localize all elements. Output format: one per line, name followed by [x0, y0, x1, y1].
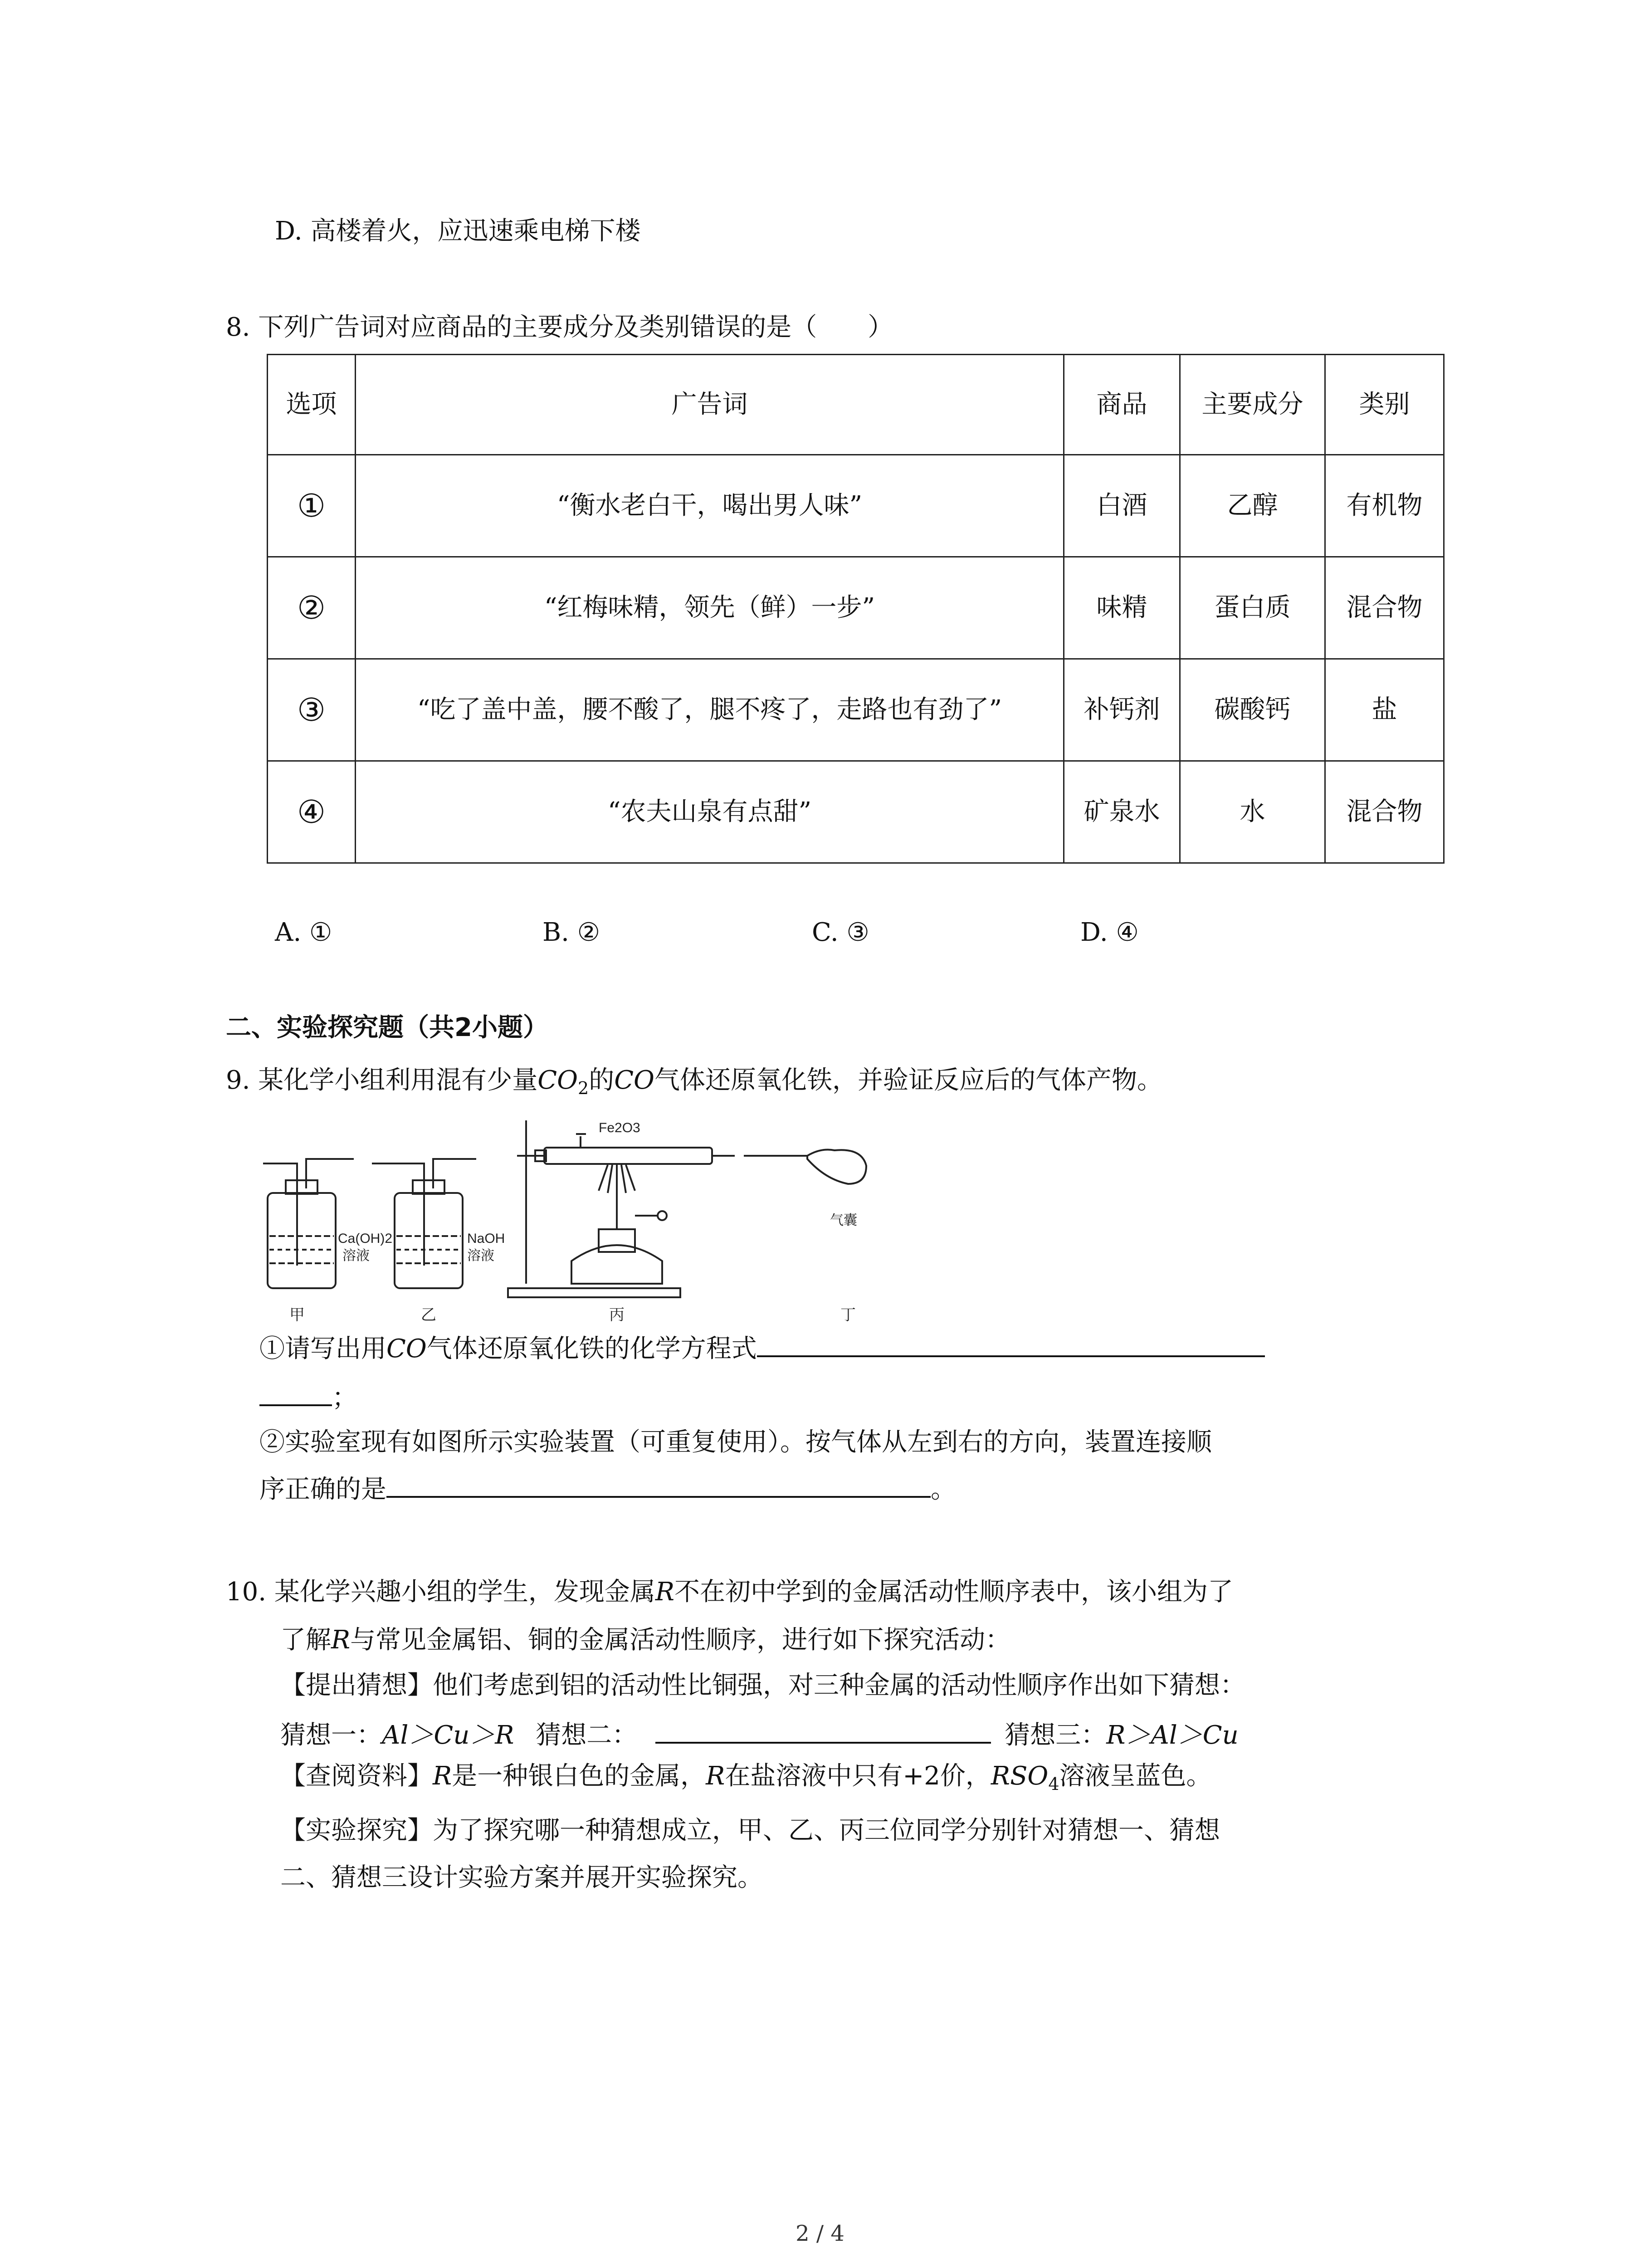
solution-label-jia: 溶液 [342, 1248, 370, 1263]
row-ad: “衡水老白干，喝出男人味” [356, 455, 1064, 557]
q10-line1 [226, 1574, 1233, 1610]
q8-option-a: A. ① [275, 918, 332, 947]
q9-stem-prefix: 9. 某化学小组利用混有少量 [226, 1066, 538, 1095]
q9-sub1-prefix: ①请写出用 [259, 1334, 386, 1364]
q10-r: R [655, 1577, 675, 1607]
row-category: 有机物 [1325, 455, 1444, 557]
q9-sub1 [259, 1329, 1265, 1367]
row-option: ② [268, 557, 356, 659]
table-row [268, 659, 1444, 761]
row-component: 蛋白质 [1180, 557, 1325, 659]
table-header-row [268, 355, 1444, 455]
q10-line7: 二、猜想三设计实验方案并展开实验探究。 [280, 1863, 763, 1892]
q10-line5-mid2: 在盐溶液中只有+2价， [725, 1761, 991, 1791]
q9-sub2-line1: ②实验室现有如图所示实验装置（可重复使用）。按气体从左到右的方向，装置连接顺 [259, 1427, 1212, 1457]
q9-stem-mid: 的 [589, 1066, 615, 1095]
row-category: 混合物 [1325, 557, 1444, 659]
advertisement-table [267, 354, 1445, 864]
rso4-sub: 4 [1048, 1774, 1059, 1794]
apparatus-bing [508, 1120, 735, 1297]
q9-sub2-end: 。 [931, 1475, 956, 1504]
header-option: 选项 [268, 355, 356, 455]
q9-sub1-end: ； [332, 1383, 357, 1413]
row-category: 盐 [1325, 659, 1444, 761]
q8-stem: 8. 下列广告词对应商品的主要成分及类别错误的是（ ） [226, 313, 893, 342]
label-bing: 丙 [609, 1306, 625, 1324]
q10-line1-prefix: 10. 某化学兴趣小组的学生，发现金属 [226, 1577, 655, 1607]
caoh2-label: Ca(OH)2 [338, 1231, 393, 1246]
guess3: R＞Al＞Cu [1106, 1721, 1239, 1750]
q8-option-b: B. ② [542, 918, 600, 947]
row-ad: “农夫山泉有点甜” [356, 761, 1064, 863]
q10-line3: 【提出猜想】他们考虑到铝的活动性比铜强，对三种金属的活动性顺序作出如下猜想： [280, 1671, 1245, 1700]
header-category: 类别 [1325, 355, 1444, 455]
section-title: 二、实验探究题（共2小题） [226, 1013, 548, 1042]
balloon-ding [744, 1150, 866, 1184]
q9-co2-sub: 2 [578, 1078, 589, 1099]
q10-line2-prefix: 了解 [280, 1625, 331, 1655]
q10-line2-suffix: 与常见金属铝、铜的金属活动性顺序，进行如下探究活动： [350, 1625, 1011, 1655]
guess2-blank[interactable] [655, 1716, 991, 1744]
q8-option-c: C. ③ [812, 918, 869, 947]
row-component: 水 [1180, 761, 1325, 863]
q7-option-d: D. 高楼着火，应迅速乘电梯下楼 [275, 216, 641, 246]
page-number: 2 / 4 [796, 2221, 844, 2246]
q9-sub2-prefix: 序正确的是 [259, 1475, 386, 1504]
answer-blank-1b[interactable] [259, 1378, 332, 1406]
header-component: 主要成分 [1180, 355, 1325, 455]
header-ad: 广告词 [356, 355, 1064, 455]
q10-line5 [280, 1758, 1212, 1802]
row-option: ④ [268, 761, 356, 863]
bottle-yi [372, 1159, 476, 1288]
guess1: Al＞Cu＞R [382, 1721, 514, 1750]
row-ad: “吃了盖中盖，腰不酸了，腿不疼了，走路也有劲了” [356, 659, 1064, 761]
label-ding: 丁 [840, 1306, 856, 1324]
q10-line5-suffix: 溶液呈蓝色。 [1059, 1761, 1212, 1791]
q9-sub1-suffix: 气体还原氧化铁的化学方程式 [426, 1334, 757, 1364]
q8-option-d: D. ④ [1080, 918, 1139, 947]
row-ad: “红梅味精，领先（鲜）一步” [356, 557, 1064, 659]
q10-r: R [331, 1625, 351, 1655]
q9-sub2-line2 [259, 1470, 956, 1508]
row-product: 味精 [1064, 557, 1180, 659]
header-product: 商品 [1064, 355, 1180, 455]
guess3-label: 猜想三： [1005, 1721, 1107, 1750]
q9-co2: CO [537, 1066, 578, 1095]
solution-label-yi: 溶液 [467, 1248, 494, 1263]
row-component: 乙醇 [1180, 455, 1325, 557]
q10-line6: 【实验探究】为了探究哪一种猜想成立，甲、乙、丙三位同学分别针对猜想一、猜想 [280, 1816, 1220, 1845]
label-jia: 甲 [289, 1306, 305, 1324]
apparatus-figure [263, 1116, 889, 1325]
bottle-jia [263, 1159, 354, 1288]
row-product: 白酒 [1064, 455, 1180, 557]
row-category: 混合物 [1325, 761, 1444, 863]
q10-r: R [433, 1761, 452, 1791]
q9-stem-suffix: 气体还原氧化铁，并验证反应后的气体产物。 [654, 1066, 1162, 1095]
table-row [268, 557, 1444, 659]
q10-line2 [280, 1622, 1010, 1658]
q9-sub1-cont [259, 1378, 357, 1416]
table-row [268, 455, 1444, 557]
balloon-label: 气囊 [830, 1213, 857, 1228]
rso4: RSO [991, 1761, 1049, 1791]
answer-blank-1a[interactable] [757, 1329, 1265, 1357]
answer-blank-2[interactable] [386, 1470, 931, 1498]
label-yi: 乙 [421, 1306, 436, 1324]
row-product: 补钙剂 [1064, 659, 1180, 761]
q10-r: R [706, 1761, 725, 1791]
naoh-label: NaOH [467, 1231, 505, 1246]
q9-sub1-co: CO [386, 1334, 427, 1364]
q10-line5-prefix: 【查阅资料】 [280, 1761, 433, 1791]
q10-line5-mid: 是一种银白色的金属， [452, 1761, 706, 1791]
q10-guesses [280, 1716, 1239, 1754]
row-option: ③ [268, 659, 356, 761]
q9-stem [226, 1062, 1162, 1106]
guess2-label: 猜想二： [536, 1721, 638, 1750]
row-option: ① [268, 455, 356, 557]
table-row [268, 761, 1444, 863]
row-product: 矿泉水 [1064, 761, 1180, 863]
guess1-label: 猜想一： [280, 1721, 382, 1750]
q10-line1-suffix: 不在初中学到的金属活动性顺序表中，该小组为了 [674, 1577, 1234, 1607]
fe2o3-label: Fe2O3 [599, 1120, 640, 1135]
q9-co: CO [614, 1066, 654, 1095]
row-component: 碳酸钙 [1180, 659, 1325, 761]
